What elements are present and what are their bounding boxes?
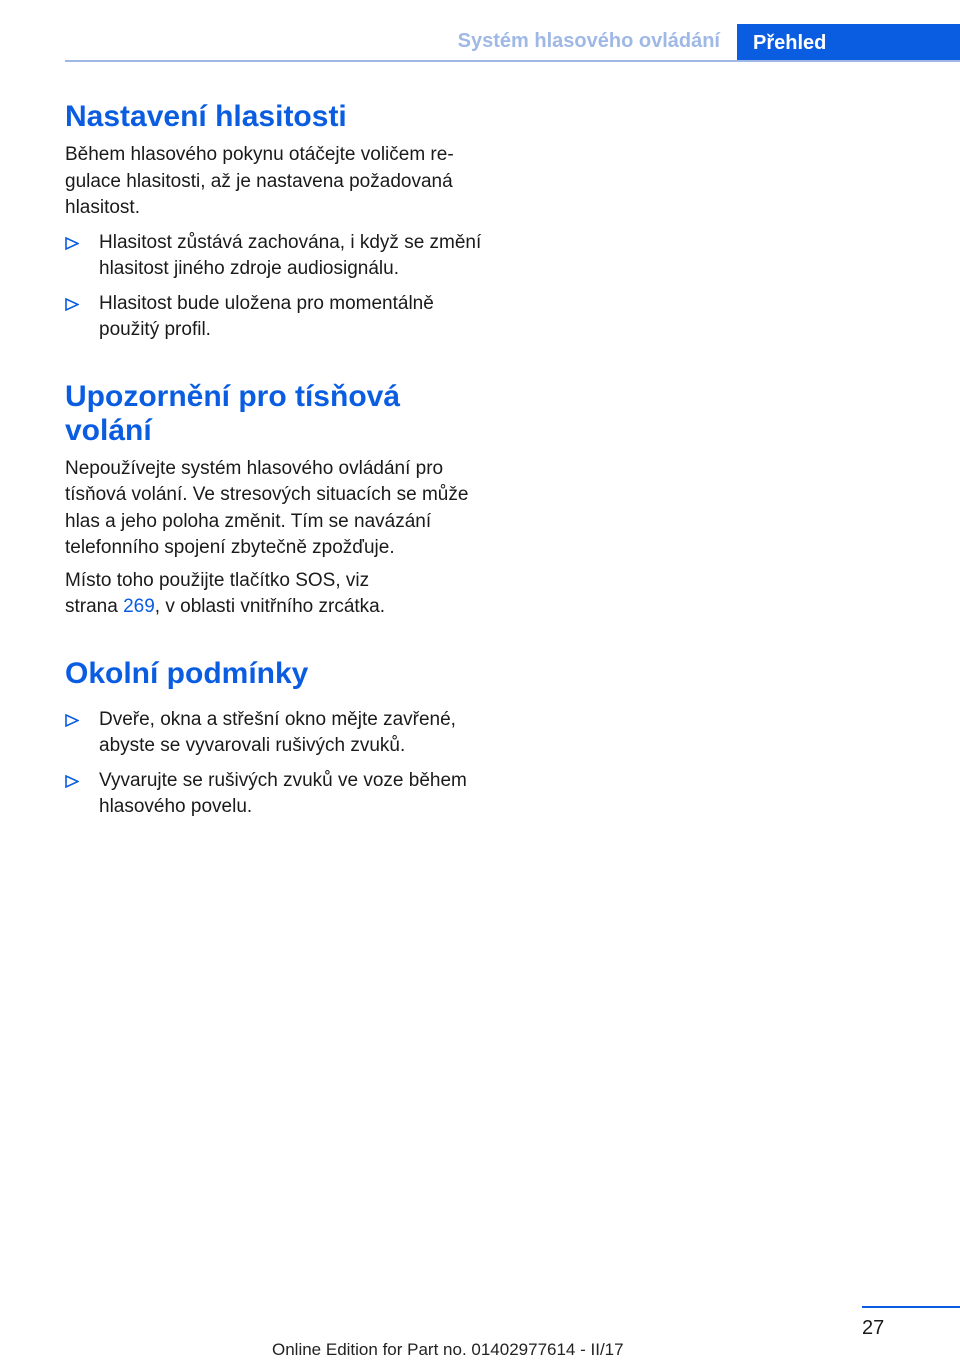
triangle-bullet-icon bbox=[65, 707, 99, 760]
header-section-title: Systém hlasového ovládání bbox=[457, 30, 720, 52]
page-number: 27 bbox=[862, 1317, 885, 1339]
sos-reference-text-end: , v oblasti vnitřního zrcátka. bbox=[154, 596, 386, 617]
list-item-text: Hlasitost bude uložena pro momentálně použitý profil. bbox=[99, 292, 434, 340]
sos-reference-text: Místo toho použijte tlačítko SOS, viz strana bbox=[65, 569, 370, 617]
paragraph-volume: Během hlasového pokynu otáčejte voličem regulace hlasitosti, až je nastavena požadovaná hlasitost. bbox=[65, 144, 454, 218]
footer-rule bbox=[862, 1306, 960, 1308]
header-tab bbox=[737, 24, 960, 62]
paragraph-emergency: Nepoužívejte systém hlasového ovládání pro tísňová volání. Ve stresových situacích se může hlas a jeho poloha změnit. Tím se navázání telefonního spojení zbytečně zpožďuje. bbox=[65, 457, 469, 558]
list-item bbox=[65, 707, 485, 760]
list-item bbox=[65, 768, 485, 821]
list-item-text: Hlasitost zůstává zachována, i když se změní hlasitost jiného zdroje audiosignálu. bbox=[99, 231, 482, 279]
section-title-conditions: Okolní podmínky bbox=[65, 656, 309, 690]
header-tab-label: Přehled bbox=[753, 32, 827, 54]
triangle-bullet-icon bbox=[65, 768, 99, 821]
footer-edition: Online Edition for Part no. 01402977614 - II/17 bbox=[272, 1340, 624, 1359]
page-content bbox=[65, 100, 485, 821]
triangle-bullet-icon bbox=[65, 230, 99, 283]
paragraph-sos-reference bbox=[65, 568, 405, 621]
list-item-text: Vyvarujte se rušivých zvuků ve voze během hlasového povelu. bbox=[99, 769, 467, 817]
list-item-text: Dveře, okna a střešní okno mějte zavřené, abyste se vyvarovali rušivých zvuků. bbox=[99, 708, 456, 756]
section-title-volume: Nastavení hlasitosti bbox=[65, 100, 347, 133]
list-item bbox=[65, 291, 485, 344]
triangle-bullet-icon bbox=[65, 291, 99, 344]
page-link-269[interactable]: 269 bbox=[123, 596, 155, 617]
list-item bbox=[65, 230, 485, 283]
header-rule bbox=[65, 60, 960, 62]
section-title-emergency: Upozornění pro tísňová volání bbox=[65, 379, 401, 447]
